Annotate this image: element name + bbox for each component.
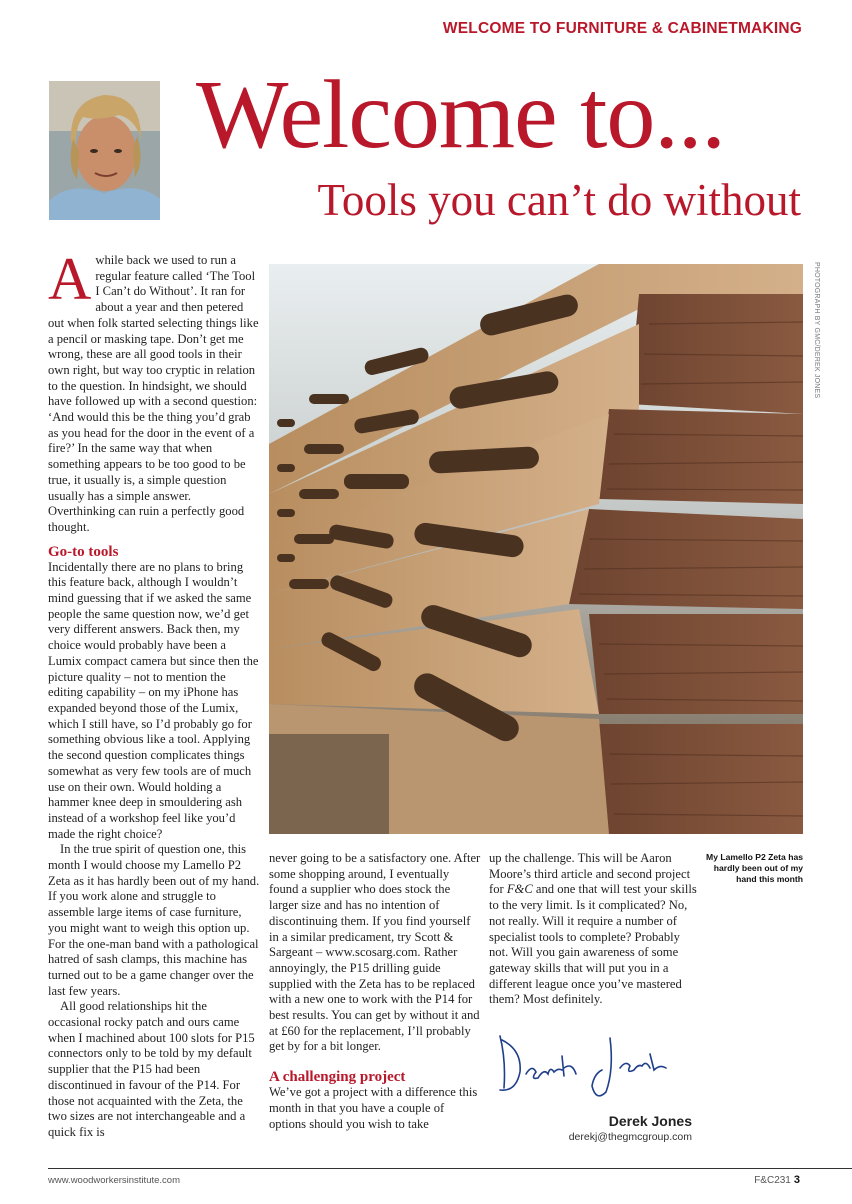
intro-text: while back we used to run a regular feature called ‘The Tool I Can’t do Without’. It ran for about a year and then petered out when folk started selecting things like a pencil or masking tape. Don’t get me wrong, these are all good tools in their own right, but way too cryptic in relation to the question. In hindsight, we should have followed up with a second question: ‘And would this be the thing you’d grab as you head for the door in the event of a fire?’ In the same way that when something appears to be too good to be true, it usually is, a simple question usually has a simple answer. Overthinking can ruin a perfectly good thought. <box>48 253 259 534</box>
photo-caption: My Lamello P2 Zeta has hardly been out of my hand this month <box>706 852 803 884</box>
author-photo <box>49 81 160 220</box>
section-header: WELCOME TO FURNITURE & CABINETMAKING <box>442 20 802 37</box>
page-subtitle: Tools you can’t do without <box>317 175 801 225</box>
paragraph-relationships-continued: never going to be a satisfactory one. After some shopping around, I eventually found a supplier who does stock the larger size and has no intention of discontinuing them. If you find yourself in a similar predicament, try Scott & Sargeant – www.scosarg.com. Rather annoyingly, the P15 drilling guide supplied with the Zeta has to be replaced with a new one to work with the P14 for best results. You can get by without it and at £60 for the replacement, I’ll probably get by for a bit longer. <box>269 851 481 1054</box>
issue-label: F&C231 <box>754 1175 791 1186</box>
magazine-name: F&C <box>506 882 533 897</box>
article-column-1 <box>48 246 260 1141</box>
subhead-challenging-project: A challenging project <box>269 1069 406 1086</box>
paragraph-relationships: All good relationships hit the occasional rocky patch and ours came when I machined about 100 slots for P15 connectors only to be told by my default supplier that the P15 had been discontinued in favour of the P14. For those not acquainted with the Zeta, the two sizes are not interchangeable and a quick fix is <box>48 999 255 1139</box>
paragraph-project-continued: up the challenge. This will be Aaron Moore’s third article and second project for F&C and one that will test your skills to the very limit. Is it complicated? No, not really. Will it require a number of specialist tools to complete? Probably not. Will you gain awareness of some gateway skills that will put you in a different league once you’ve mastered them? Most definitely. <box>489 851 697 1007</box>
intro-paragraph <box>48 246 260 536</box>
footer-website-link[interactable]: www.woodworkersinstitute.com <box>48 1175 180 1186</box>
signature <box>492 1030 682 1102</box>
paragraph-go-to-tools: Incidentally there are no plans to bring this feature back, although I wouldn’t mind guessing that if we asked the same people the same question now, we’d get very different answers. Back then, my choice would probably have been a Lumix compact camera but since then the picture quality – not to mention the editing capability – on my iPhone has expanded beyond those of the Lumix, which I still have, so I’d probably go for something obvious like a tool. Applying the second question complicates things somewhat as very few tools are of much use on their own. Would holding a hammer knee deep in smouldering ash instead of a workshop feel like you’d made the right choice? <box>48 559 259 841</box>
author-name: Derek Jones <box>608 1113 692 1129</box>
page-title: Welcome to... <box>196 61 725 169</box>
paragraph-project: We’ve got a project with a difference this month in that you have a couple of options should you wish to take <box>269 1085 478 1131</box>
subhead-go-to-tools: Go-to tools <box>48 543 119 560</box>
photo-credit-text: PHOTOGRAPH BY GMC/DEREK JONES <box>813 262 820 399</box>
author-email[interactable]: derekj@thegmcgroup.com <box>568 1131 692 1143</box>
photo-credit <box>810 262 820 402</box>
feature-photo <box>269 264 803 834</box>
footer-issue <box>754 1174 800 1186</box>
page-number: 3 <box>793 1174 800 1186</box>
signature-image <box>492 1030 682 1102</box>
paragraph-true-spirit: In the true spirit of question one, this month I would choose my Lamello P2 Zeta as it has hardly been out of my hand. If you work alone and struggle to assemble large items of case furniture, you might want to weigh this option up. For the one-man band with a pathological hatred of sash clamps, this machine has turned out to be a game changer over the last few years. <box>48 842 260 998</box>
author-portrait-image <box>49 81 160 220</box>
footer-divider <box>48 1168 852 1169</box>
article-column-2 <box>269 851 481 1132</box>
article-column-3 <box>489 851 701 1008</box>
drop-cap: A <box>48 246 92 312</box>
stacked-panels-image <box>269 264 803 834</box>
